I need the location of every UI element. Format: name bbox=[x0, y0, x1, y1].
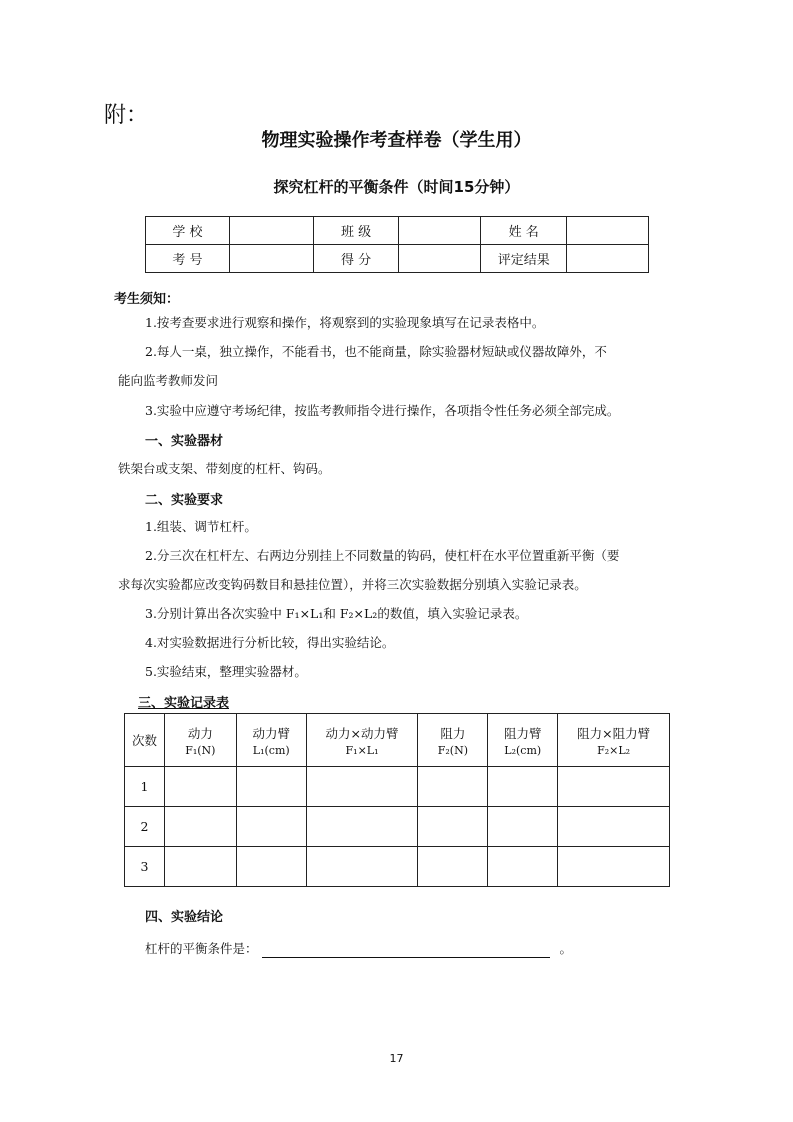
score-label: 得 分 bbox=[313, 245, 399, 273]
exam-number-field[interactable] bbox=[229, 245, 313, 273]
name-field[interactable] bbox=[567, 217, 649, 245]
requirements-title: 二、实验要求 bbox=[145, 493, 224, 508]
requirement-item: 1.组装、调节杠杆。 bbox=[145, 519, 257, 534]
table-cell[interactable] bbox=[418, 767, 488, 807]
header-effort: 动力 F₁(N) bbox=[164, 714, 236, 767]
trial-number: 3 bbox=[125, 847, 165, 887]
evaluation-label: 评定结果 bbox=[481, 245, 567, 273]
table-cell[interactable] bbox=[236, 847, 306, 887]
trial-number: 1 bbox=[125, 767, 165, 807]
conclusion-label: 杠杆的平衡条件是： bbox=[145, 941, 258, 956]
notice-item: 能向监考教师发问 bbox=[118, 373, 219, 388]
trial-number: 2 bbox=[125, 807, 165, 847]
header-effort-arm: 动力臂 L₁(cm) bbox=[236, 714, 306, 767]
table-cell[interactable] bbox=[164, 847, 236, 887]
requirement-item: 4.对实验数据进行分析比较，得出实验结论。 bbox=[145, 635, 395, 650]
table-cell[interactable] bbox=[306, 847, 418, 887]
table-cell[interactable] bbox=[164, 767, 236, 807]
conclusion-line bbox=[145, 940, 572, 958]
conclusion-answer-blank[interactable] bbox=[262, 943, 550, 958]
student-info-table bbox=[145, 216, 649, 273]
record-table-title: 三、实验记录表 bbox=[138, 696, 230, 711]
table-cell[interactable] bbox=[236, 807, 306, 847]
notice-item: 1.按考查要求进行观察和操作，将观察到的实验现象填写在记录表格中。 bbox=[145, 315, 545, 330]
table-header-row bbox=[125, 714, 670, 767]
header-trial: 次数 bbox=[125, 714, 165, 767]
header-load-product: 阻力×阻力臂 F₂×L₂ bbox=[558, 714, 670, 767]
conclusion-title: 四、实验结论 bbox=[145, 910, 224, 925]
score-field[interactable] bbox=[399, 245, 481, 273]
equipment-text: 铁架台或支架、带刻度的杠杆、钩码。 bbox=[118, 461, 331, 476]
table-cell[interactable] bbox=[558, 807, 670, 847]
table-cell[interactable] bbox=[488, 807, 558, 847]
record-table bbox=[124, 713, 670, 887]
table-cell[interactable] bbox=[488, 767, 558, 807]
notice-item: 3.实验中应遵守考场纪律，按监考教师指令进行操作，各项指令性任务必须全部完成。 bbox=[145, 403, 620, 418]
name-label: 姓 名 bbox=[481, 217, 567, 245]
requirement-item: 3.分别计算出各次实验中 F₁×L₁和 F₂×L₂的数值，填入实验记录表。 bbox=[145, 606, 528, 621]
table-cell[interactable] bbox=[558, 847, 670, 887]
table-row bbox=[146, 245, 649, 273]
page-number: 17 bbox=[389, 1052, 404, 1065]
page-subtitle: 探究杠杆的平衡条件（时间15分钟） bbox=[273, 178, 520, 196]
notice-item: 2.每人一桌，独立操作，不能看书，也不能商量，除实验器材短缺或仪器故障外，不 bbox=[145, 344, 607, 359]
table-cell[interactable] bbox=[558, 767, 670, 807]
table-cell[interactable] bbox=[306, 807, 418, 847]
evaluation-field[interactable] bbox=[567, 245, 649, 273]
conclusion-end: 。 bbox=[559, 941, 572, 956]
table-row bbox=[125, 847, 670, 887]
header-effort-product: 动力×动力臂 F₁×L₁ bbox=[306, 714, 418, 767]
exam-number-label: 考 号 bbox=[146, 245, 230, 273]
table-cell[interactable] bbox=[418, 847, 488, 887]
table-cell[interactable] bbox=[236, 767, 306, 807]
school-label: 学 校 bbox=[146, 217, 230, 245]
table-row bbox=[125, 767, 670, 807]
table-cell[interactable] bbox=[306, 767, 418, 807]
table-cell[interactable] bbox=[164, 807, 236, 847]
appendix-label: 附： bbox=[104, 103, 149, 128]
table-row bbox=[146, 217, 649, 245]
header-load: 阻力 F₂(N) bbox=[418, 714, 488, 767]
header-load-arm: 阻力臂 L₂(cm) bbox=[488, 714, 558, 767]
notice-title: 考生须知： bbox=[114, 292, 180, 307]
requirement-item: 2.分三次在杠杆左、右两边分别挂上不同数量的钩码，使杠杆在水平位置重新平衡（要 bbox=[145, 548, 620, 563]
class-field[interactable] bbox=[399, 217, 481, 245]
page-title: 物理实验操作考查样卷（学生用） bbox=[261, 130, 532, 151]
requirement-item: 5.实验结束，整理实验器材。 bbox=[145, 664, 307, 679]
table-cell[interactable] bbox=[488, 847, 558, 887]
class-label: 班 级 bbox=[313, 217, 399, 245]
table-row bbox=[125, 807, 670, 847]
requirement-item: 求每次实验都应改变钩码数目和悬挂位置），并将三次实验数据分别填入实验记录表。 bbox=[118, 577, 587, 592]
table-cell[interactable] bbox=[418, 807, 488, 847]
school-field[interactable] bbox=[229, 217, 313, 245]
equipment-title: 一、实验器材 bbox=[145, 434, 224, 449]
